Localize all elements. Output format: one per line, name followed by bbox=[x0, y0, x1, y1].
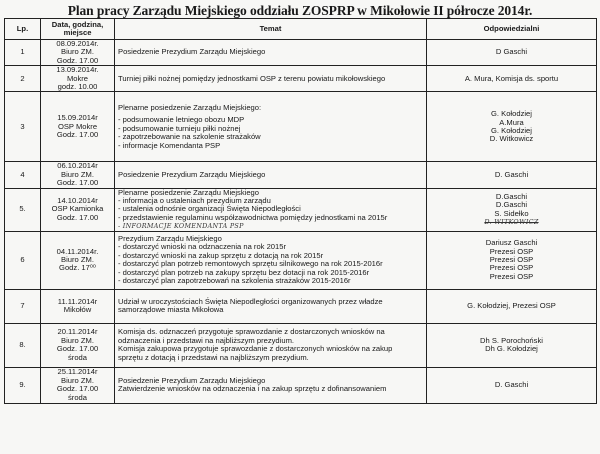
topic-line: - dostarczyć wnioski na zakup sprzętu z dotacją na rok 2015r bbox=[118, 250, 324, 260]
topic-line: - informacje Komendanta PSP bbox=[118, 140, 221, 150]
topic-line: Posiedzenie Prezydium Zarządu Miejskiego bbox=[118, 47, 266, 57]
responsible-line: D.Gaschi bbox=[495, 191, 528, 201]
responsible-line: Dh S. Porochoński bbox=[480, 335, 543, 345]
date-line: Biuro ZM. bbox=[61, 335, 94, 345]
handwritten-note: D. WITKOWICZ bbox=[484, 218, 539, 227]
topic-line: - zapotrzebowanie na szkolenie strażaków bbox=[118, 132, 261, 142]
topic-line: Komisja ds. odznaczeń przygotuje sprawozdanie z dostarczonych wniosków na bbox=[118, 327, 385, 337]
row-number: 4 bbox=[5, 162, 41, 188]
responsible-cell bbox=[427, 367, 597, 403]
row-number: 3 bbox=[5, 92, 41, 162]
date-line: Godz. 17.00 bbox=[56, 130, 99, 140]
header-lp: Lp. bbox=[5, 19, 41, 40]
topic-line: Plenarne posiedzenie Zarządu Miejskiego: bbox=[118, 102, 262, 112]
page-title: Plan pracy Zarządu Miejskiego oddziału ZOSPRP w Mikołowie II półrocze 2014r. bbox=[67, 3, 533, 18]
date-line: godz. 10.00 bbox=[57, 82, 98, 92]
topic-line: - podsumowanie letniego obozu MDP bbox=[118, 115, 245, 125]
topic-cell bbox=[115, 289, 427, 323]
topic-line: odznaczenia i przedstawi na najbliższym prezydium. bbox=[118, 335, 295, 345]
date-cell bbox=[41, 231, 115, 289]
topic-line: Turniej piłki nożnej pomiędzy jednostkami OSP z terenu powiatu mikołowskiego bbox=[118, 73, 386, 83]
date-line: Biuro ZM. bbox=[61, 47, 94, 57]
responsible-line: Prezesi OSP bbox=[489, 254, 534, 264]
responsible-line: D. Gaschi bbox=[494, 379, 529, 389]
date-line: Biuro ZM. bbox=[61, 375, 94, 385]
topic-cell bbox=[115, 66, 427, 92]
header-responsible: Odpowiedzialni bbox=[427, 19, 597, 40]
responsible-cell bbox=[427, 231, 597, 289]
header-date bbox=[41, 19, 115, 40]
date-line: Godz. 17⁰⁰ bbox=[59, 263, 96, 273]
responsible-line: D. Witkowicz bbox=[489, 134, 534, 144]
topic-line: Plenarne posiedzenie Zarządu Miejskiego bbox=[118, 188, 259, 197]
topic-line: - dostarczyć plan potrzeb na zakupy sprzętu bez dotacji na rok 2015-2016r bbox=[118, 267, 370, 277]
header-date-line: miejsce bbox=[63, 28, 92, 37]
topic-cell bbox=[115, 188, 427, 231]
date-line: Godz. 17.00 bbox=[56, 55, 99, 65]
table-row bbox=[5, 66, 597, 92]
responsible-cell bbox=[427, 92, 597, 162]
date-line: Godz. 17.00 bbox=[56, 344, 99, 354]
responsible-line: Dh G. Kołodziej bbox=[485, 344, 538, 354]
responsible-line: Prezesi OSP bbox=[489, 271, 534, 281]
topic-line: Komisja zakupowa przygotuje sprawozdanie z dostarczonych wniosków na zakup bbox=[118, 344, 393, 354]
date-line: Biuro ZM. bbox=[61, 169, 94, 179]
topic-line: - przedstawienie regulaminu współzawodnictwa pomiędzy jednostkami na 2015r bbox=[118, 212, 388, 222]
responsible-line: D Gaschi bbox=[495, 47, 528, 57]
responsible-line: A. Mura, Komisja ds. sportu bbox=[464, 73, 559, 83]
topic-line: - podsumowanie turnieju piłki nożnej bbox=[118, 123, 241, 133]
responsible-cell bbox=[427, 66, 597, 92]
date-line: Mikołów bbox=[63, 305, 92, 315]
row-number: 1 bbox=[5, 40, 41, 66]
date-line: 25.11.2014r bbox=[57, 367, 98, 377]
date-line: 13.09.2014r. bbox=[56, 65, 99, 75]
date-cell bbox=[41, 162, 115, 188]
handwritten-note: - INFORMACJE KOMENDANTA PSP bbox=[118, 222, 244, 231]
topic-cell bbox=[115, 40, 427, 66]
responsible-line: G. Kołodziej bbox=[491, 125, 532, 135]
topic-line: Posiedzenie Prezydium Zarządu Miejskiego bbox=[118, 169, 266, 179]
table-body bbox=[5, 40, 597, 404]
responsible-line: G. Kołodziej bbox=[491, 109, 532, 119]
date-line: 04.11.2014r. bbox=[56, 246, 99, 256]
responsible-line: A.Mura bbox=[499, 117, 524, 127]
table-row bbox=[5, 92, 597, 162]
table-row bbox=[5, 231, 597, 289]
date-line: OSP Kamionka bbox=[51, 204, 104, 214]
topic-line: - ustalenia odnośnie organizacji Święta Niepodległości bbox=[118, 204, 301, 214]
topic-cell bbox=[115, 367, 427, 403]
topic-line: - dostarczyć plan potrzeb remontowych sprzętu silnikowego na rok 2015-2016r bbox=[118, 259, 383, 269]
responsible-line: G. Kołodziej, Prezesi OSP bbox=[467, 300, 556, 310]
topic-line: - informacja o ustaleniach prezydium zarządu bbox=[118, 196, 271, 206]
responsible-line: S. Sidełko bbox=[494, 208, 529, 218]
date-cell bbox=[41, 66, 115, 92]
topic-line: Zatwierdzenie wniosków na odznaczenia i na zakup sprzętu z dofinansowaniem bbox=[118, 384, 387, 394]
date-line: Mokre bbox=[66, 73, 89, 83]
date-line: środa bbox=[68, 392, 87, 402]
responsible-line: D. Gaschi bbox=[494, 169, 529, 179]
table-row bbox=[5, 367, 597, 403]
date-cell bbox=[41, 323, 115, 367]
date-cell bbox=[41, 92, 115, 162]
responsible-line: Prezesi OSP bbox=[489, 246, 534, 256]
date-line: OSP Mokre bbox=[57, 121, 98, 131]
date-line: 20.11.2014r bbox=[57, 327, 98, 337]
table-row bbox=[5, 188, 597, 231]
header-topic: Temat bbox=[115, 19, 427, 40]
responsible-cell bbox=[427, 40, 597, 66]
date-line: 06.10.2014r bbox=[57, 161, 98, 171]
topic-line: sprzętu z dotacją i przedstawi na najbliższym prezydium. bbox=[118, 352, 309, 362]
topic-line: Prezydium Zarządu Miejskiego bbox=[118, 233, 222, 243]
topic-line: - dostarczyć wnioski na odznaczenia na rok 2015r bbox=[118, 242, 286, 252]
row-number: 8. bbox=[5, 323, 41, 367]
date-cell bbox=[41, 289, 115, 323]
date-line: 11.11.2014r bbox=[57, 296, 98, 306]
date-line: Godz. 17.00 bbox=[56, 178, 99, 188]
date-line: 08.09.2014r. bbox=[56, 39, 99, 48]
date-cell bbox=[41, 367, 115, 403]
responsible-cell bbox=[427, 289, 597, 323]
date-line: Godz. 17.00 bbox=[56, 212, 99, 222]
topic-cell bbox=[115, 231, 427, 289]
header-date-line: Data, godzina, bbox=[51, 19, 104, 29]
row-number: 5. bbox=[5, 188, 41, 231]
row-number: 7 bbox=[5, 289, 41, 323]
row-number: 9. bbox=[5, 367, 41, 403]
date-line: Biuro ZM. bbox=[61, 254, 94, 264]
work-plan-table bbox=[4, 18, 597, 404]
date-line: Godz. 17.00 bbox=[56, 384, 99, 394]
table-row bbox=[5, 323, 597, 367]
responsible-line: D.Gaschi bbox=[495, 200, 528, 210]
row-number: 2 bbox=[5, 66, 41, 92]
responsible-cell bbox=[427, 162, 597, 188]
table-row bbox=[5, 289, 597, 323]
table-row bbox=[5, 40, 597, 66]
date-line: środa bbox=[68, 352, 87, 362]
responsible-line: Dariusz Gaschi bbox=[485, 238, 538, 248]
date-line: 14.10.2014r bbox=[57, 196, 98, 206]
responsible-cell bbox=[427, 188, 597, 231]
topic-line: Posiedzenie Prezydium Zarządu Miejskiego bbox=[118, 375, 266, 385]
date-cell bbox=[41, 40, 115, 66]
table-row bbox=[5, 162, 597, 188]
table-header-row bbox=[5, 19, 597, 40]
topic-cell bbox=[115, 323, 427, 367]
topic-cell bbox=[115, 162, 427, 188]
responsible-line: Prezesi OSP bbox=[489, 263, 534, 273]
topic-line: Udział w uroczystościach Święta Niepodległości organizowanych przez władze bbox=[118, 296, 383, 306]
row-number: 6 bbox=[5, 231, 41, 289]
responsible-cell bbox=[427, 323, 597, 367]
topic-line: - dostarczyć plan zapotrzebowań na szkolenia strażaków 2015-2016r bbox=[118, 276, 351, 285]
date-cell bbox=[41, 188, 115, 231]
date-line: 15.09.2014r bbox=[57, 113, 98, 123]
topic-line: samorządowe miasta Mikołowa bbox=[118, 305, 224, 315]
topic-cell bbox=[115, 92, 427, 162]
